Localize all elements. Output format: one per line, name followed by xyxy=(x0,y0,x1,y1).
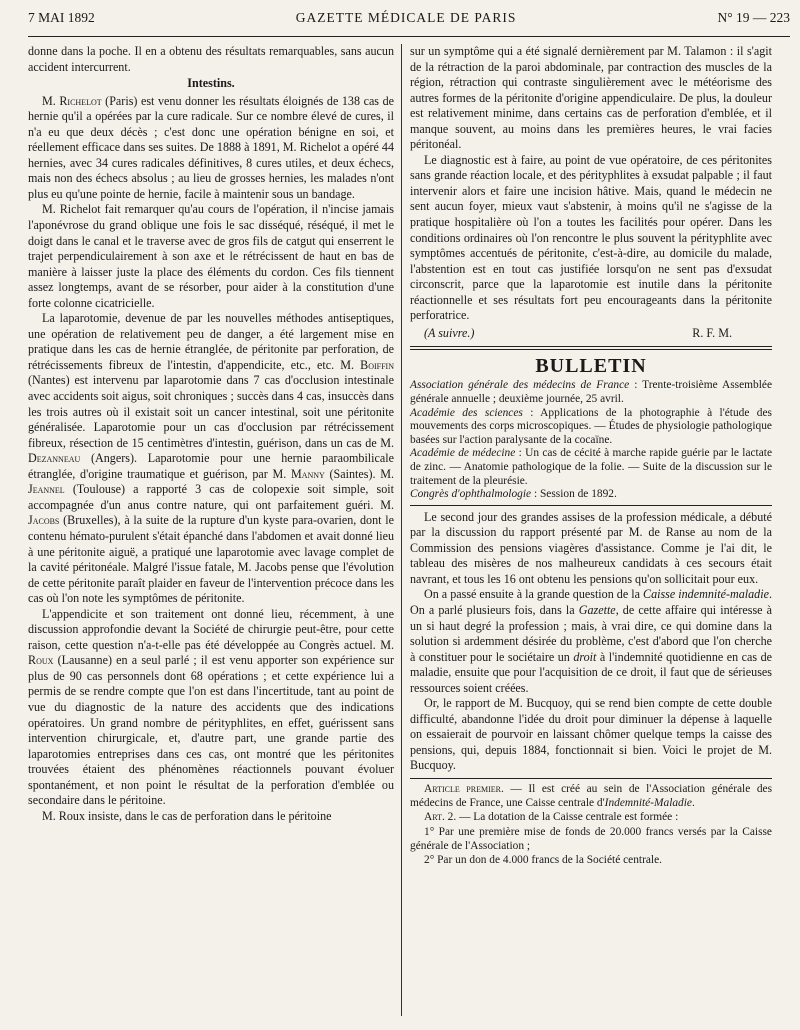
text-run: . xyxy=(691,797,695,810)
continued-note: (A suivre.) xyxy=(424,325,475,340)
divider xyxy=(410,349,772,350)
paragraph xyxy=(28,607,394,809)
summary-label: Congrès d'ophthalmologie xyxy=(410,488,532,501)
issue-date: 7 MAI 1892 xyxy=(28,10,95,25)
article xyxy=(410,782,772,810)
author-name: Boiffin xyxy=(360,357,394,372)
paragraph: M. Richelot fait remarquer qu'au cours de l'opération, il n'incise jamais l'aponévrose du grand oblique une fois le sac disséqué, réséqué, il met le doigt dans le canal et le traverse avec de gros fils de catgut qui enserrent le trajet perpendiculairement à son axe et le rétrécissent de haut en bas de manière à laisser juste la place des éléments du cordon. Ces fils tiennent assez longtemps, avant de se résorber, pour aider à la constitution d'une forte colonne cicatricielle. xyxy=(28,202,394,310)
text-run: (Toulouse) a rapporté 3 cas de colopexie soit simple, soit accompagnée d'un anus contre nature, qui ont parfaitement guéri. M. xyxy=(28,482,394,512)
summary-item xyxy=(410,379,772,406)
text-run: On a passé ensuite à la grande question de la xyxy=(424,587,643,602)
article-label: Art. 2. xyxy=(424,811,457,824)
summary-item xyxy=(410,407,772,448)
summary-label: Académie des sciences xyxy=(410,406,523,419)
left-column xyxy=(28,44,394,824)
text-run: (Paris) est venu donner les résultats éloignés de 138 cas de hernie qu'il a opérées par la cure radicale. Sur ce nombre élevé de cures, il n'a eu que deux décès ; c'est donc une opération bénigne en soi, et réellement efficace dans ses suites. De 1888 à 1891, M. Richelot a opéré 44 hernies, avec 34 cures radicales définitives, 8 cures utiles, et deux échecs, mais non des échecs absolus ; au lieu de grosses hernies, les malades n'ont plus eu qu'une pointe de hernie, facile à maintenir sous un bandage. xyxy=(28,93,394,201)
paragraph xyxy=(410,587,772,696)
text-run: La laparotomie, devenue de par les nouvelles méthodes antiseptiques, une opération de relativement peu de danger, a été largement mise en pratique dans les cas de hernie étranglée, de péritonite par perforation, de rétrécissements fibreux de l'intestin, d'appendicite, etc., etc. M. xyxy=(28,311,394,372)
article-label: Article premier. xyxy=(424,783,504,796)
paragraph xyxy=(28,311,394,606)
paragraph xyxy=(28,94,394,203)
article xyxy=(410,810,772,824)
author-name: Jacobs xyxy=(28,513,60,528)
italic-term: Indemnité-Maladie xyxy=(604,797,692,810)
right-column xyxy=(410,44,772,867)
paragraph: Le diagnostic est à faire, au point de vue opératoire, de ces péritonites sans grande réaction locale, et des pérityphlites à exsudat palpable ; il faut intervenir alors et faire une incision hâtive. Mais, quand le médecin ne sent aucun foyer, mieux vaut s'abstenir, à moins qu'il ne s'agisse de la pratique hospitalière où l'on a toutes les facilités pour opérer. Dans les conditions ordinaires où l'on rencontre le plus souvent la pérityphlite avec symptômes accentués de péritonite, c'est-à-dire, au domicile du malade, l'abstention est en tout cas justifiée lorsqu'on ne sent pas d'exsudat circonscrit, parce que la laparotomie est inutile dans la péritonite réactionnelle et ses résultats fort peu encourageants dans la péritonite perforatrice. xyxy=(410,152,772,323)
text-run: : Applications de la photographie à l'étude des mouvements des corps microscopiques. — Études de physiologie pathologique basées sur l'action paralysante de la cocaïne. xyxy=(410,406,772,446)
journal-title: GAZETTE MÉDICALE DE PARIS xyxy=(295,10,517,25)
text-run: , de cette affaire qui intéresse à un si haut degré la profession ; mais, à vrai dire, ce qui domine dans la solution si ardemment désirée du problème, c'est d'abord que l'on cherche à constituer pour le sociétaire un xyxy=(410,603,772,664)
text-run: : Session de 1892. xyxy=(531,488,617,501)
running-header xyxy=(28,10,790,37)
summary-label: Association générale des médecins de France xyxy=(410,379,630,392)
text-run: à l'indemnité quotidienne en cas de maladie, ensuite que pour l'acquisition de ce droit, il faut que de sérieuses ressources soient créées. xyxy=(410,649,772,695)
signature-row xyxy=(410,326,772,342)
page-number: N° 19 — 223 xyxy=(717,10,790,25)
bulletin-heading: BULLETIN xyxy=(535,355,647,378)
text-run: (Saintes). M. xyxy=(324,466,394,481)
text-run: : Un cas de cécité à marche rapide guérie par le lactate de zinc. — Anatomie pathologique de la folie. — Suite de la discussion sur le traitement de la pleurésie. xyxy=(410,447,772,487)
divider xyxy=(410,778,772,779)
text-run: (Bruxelles), à la suite de la rupture d'un kyste para-ovarien, dont le contenu hémato-purulent s'était épanché dans l'abdomen et avait donné lieu à une péritonite aiguë, a pratiqué une laparotomie avec lavage complet de la cavité péritonéale. Malgré l'issue fatale, M. Jacobs pense que l'évolution de cette péritonite paraît plaider en faveur de l'intervention précoce dans les cas où l'on note les symptômes de péritonite. xyxy=(28,513,394,606)
paragraph: Or, le rapport de M. Bucquoy, qui se rend bien compte de cette double difficulté, abandonne l'idée du droit pour diminuer la dépense à laquelle on essaierait de pourvoir en laissant chômer quelque temps la caisse des pensions, qui, depuis 1884, fonctionnait si bien. Voici le projet de M. Bucquoy. xyxy=(410,696,772,773)
text-run: — La dotation de la Caisse centrale est formée : xyxy=(456,811,679,824)
paragraph: donne dans la poche. Il en a obtenu des résultats remarquables, sans aucun accident intercurrent. xyxy=(28,44,394,74)
italic-term: Caisse indemnité-maladie xyxy=(643,587,769,602)
italic-term: droit xyxy=(573,649,597,664)
section-heading: Intestins. xyxy=(187,76,235,91)
author-name: Dezanneau xyxy=(28,451,81,466)
author-name: M. Richelot xyxy=(42,93,102,108)
article-item: 2° Par un don de 4.000 francs de la Société centrale. xyxy=(424,854,662,867)
summary-item xyxy=(410,488,772,502)
paragraph: Le second jour des grandes assises de la profession médicale, a débuté par la discussion du rapport présenté par M. de Ranse au nom de la Commission des pensions viagères d'assistance. Comme je l'ai dit, le tableau des misères de nos malheureux candidats à ces secours était navrant, et tous les 16 ont obtenu les pensions qu'on sollicitait pour eux. xyxy=(410,509,772,586)
text-run: (Angers). Laparotomie pour une hernie paraombilicale étranglée, d'origine traumatique et guérison, par M. xyxy=(28,451,394,481)
summary-label: Académie de médecine xyxy=(410,447,516,460)
text-run: (Nantes) est intervenu par laparotomie dans 7 cas d'occlusion intestinale avec accidents soit aigus, soit chroniques ; succès dans 4 cas, insuccès dans les trois autres où il existait soit un cancer intestinal, soit une péritonite généralisée. Laparotomie pour un cas d'occlusion par rétrécissement fibreux, résection de 15 centimètres d'intestin, guérison, dans un cas de M. xyxy=(28,373,394,450)
text-run: — Il est créé au sein de l'Association générale des médecins de France, une Caisse centrale d' xyxy=(410,783,773,810)
text-run: (Lausanne) en a seul parlé ; il est venu apporter son expérience sur plus de 90 cas personnels dont 68 opérations ; et cette expérience lui a permis de se rendre compte que l'on est dans l'incertitude, tant au point de vue du diagnostic de la nature des accidents que des indications opératoires. Un grand nombre de pérityphlites, en effet, guérissent sans intervention chirurgicale, et, d'autre part, une grande partie des laparotomies entreprises dans ces cas, ont montré que les péritonites trouvées étaient des phénomènes réactionnels pouvant évoluer spontanément, et non point le résultat de la perforation d'emblée ou secondaire dans le péritoine. xyxy=(28,653,394,808)
article-item: 1° Par une première mise de fonds de 20.000 francs versés par la Caisse générale de l'Association ; xyxy=(410,825,772,852)
text-run: . On a parlé plusieurs fois, dans la xyxy=(410,587,772,618)
paragraph: sur un symptôme qui a été signalé dernièrement par M. Talamon : il s'agit de la rétraction de la paroi abdominale, par contraction des muscles de la région, rétraction qui contraste singulièrement avec le météorisme des autres formes de la péritonite d'origine appendiculaire. De plus, la douleur est relativement minime, dans certains cas de perforation d'emblée, et il manque souvent, au moins dans les premières heures, le vrai facies péritonéal. xyxy=(410,44,772,152)
divider xyxy=(410,505,772,506)
signature: R. F. M. xyxy=(692,325,732,340)
column-divider xyxy=(401,44,402,1016)
text-run: : Trente-troisième Assemblée générale annuelle ; deuxième journée, 25 avril. xyxy=(410,379,773,405)
author-name: Jeannel xyxy=(28,482,65,497)
divider xyxy=(410,346,772,347)
author-name: Roux xyxy=(28,653,54,668)
text-run: L'appendicite et son traitement ont donné lieu, récemment, à une discussion approfondie devant la Société de chirurgie peut-être, pour cette raison, cette question n'a-t-elle pas été développée au Congrès actuel. M. xyxy=(28,606,394,652)
summary-item xyxy=(410,447,772,488)
author-name: Manny xyxy=(290,466,325,481)
paragraph: M. Roux insiste, dans le cas de perforation dans le péritoine xyxy=(42,808,332,823)
italic-term: Gazette xyxy=(578,603,616,618)
